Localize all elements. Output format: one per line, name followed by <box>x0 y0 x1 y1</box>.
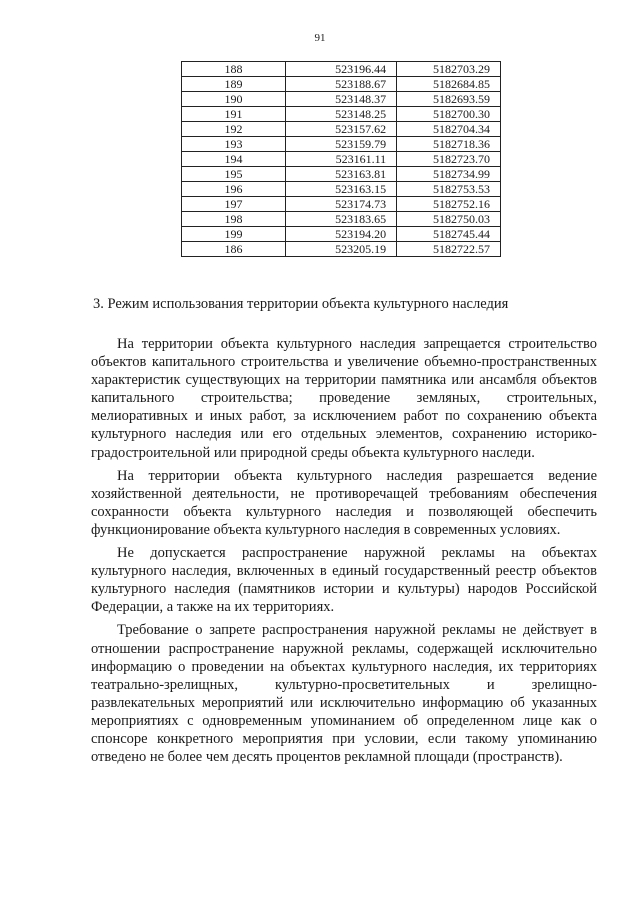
y-coordinate-cell: 5182700.30 <box>397 107 501 122</box>
x-coordinate-cell: 523161.11 <box>286 152 397 167</box>
y-coordinate-cell: 5182753.53 <box>397 182 501 197</box>
table-row <box>182 107 501 122</box>
x-coordinate-cell: 523183.65 <box>286 212 397 227</box>
x-coordinate-cell: 523205.19 <box>286 242 397 257</box>
y-coordinate-cell: 5182693.59 <box>397 92 501 107</box>
y-coordinate-cell: 5182722.57 <box>397 242 501 257</box>
table-row <box>182 92 501 107</box>
point-number-cell: 190 <box>182 92 286 107</box>
table-row <box>182 137 501 152</box>
point-number-cell: 199 <box>182 227 286 242</box>
y-coordinate-cell: 5182718.36 <box>397 137 501 152</box>
table-row <box>182 227 501 242</box>
point-number-cell: 193 <box>182 137 286 152</box>
y-coordinate-cell: 5182684.85 <box>397 77 501 92</box>
point-number-cell: 192 <box>182 122 286 137</box>
table-row <box>182 212 501 227</box>
coordinates-table-body <box>182 62 501 257</box>
point-number-cell: 194 <box>182 152 286 167</box>
x-coordinate-cell: 523148.25 <box>286 107 397 122</box>
x-coordinate-cell: 523163.15 <box>286 182 397 197</box>
point-number-cell: 186 <box>182 242 286 257</box>
x-coordinate-cell: 523194.20 <box>286 227 397 242</box>
page-number: 91 <box>314 32 326 44</box>
x-coordinate-cell: 523174.73 <box>286 197 397 212</box>
section-body <box>91 335 597 766</box>
point-number-cell: 196 <box>182 182 286 197</box>
y-coordinate-cell: 5182704.34 <box>397 122 501 137</box>
x-coordinate-cell: 523163.81 <box>286 167 397 182</box>
table-row <box>182 122 501 137</box>
paragraph-advertising-exception: Требование о запрете распространения наружной рекламы не действует в отношении распространение наружной рекламы, содержащей исключительно информацию о проведении на объектах культурного наследия, их территориях театрально-зрелищных, культурно-просветительных и зрелищно-развлекательных мероприятий или исключительно информацию об указанных мероприятиях с одновременным упоминанием об определенном лице как о спонсоре конкретного мероприятия при условии, если такому упоминанию отведено не более чем десять процентов рекламной площади (пространств). <box>91 622 597 766</box>
x-coordinate-cell: 523188.67 <box>286 77 397 92</box>
x-coordinate-cell: 523157.62 <box>286 122 397 137</box>
paragraph-advertising-ban: Не допускается распространение наружной рекламы на объектах культурного наследия, включенных в единый государственный реестр объектов культурного наследия (памятников истории и культуры) народов Российской Федерации, а также на их территориях. <box>91 545 597 616</box>
x-coordinate-cell: 523148.37 <box>286 92 397 107</box>
table-row <box>182 167 501 182</box>
y-coordinate-cell: 5182745.44 <box>397 227 501 242</box>
paragraph-prohibition: На территории объекта культурного наследия запрещается строительство объектов капитального строительства и увеличение объемно-пространственных характеристик существующих на территории памятника или ансамбля объектов капитального строительства; проведение земляных, строительных, мелиоративных и иных работ, за исключением работ по сохранению объекта культурного наследия или его отдельных элементов, сохранению историко-градостроительной или природной среды объекта культурного наследи. <box>91 336 597 461</box>
x-coordinate-cell: 523196.44 <box>286 62 397 77</box>
table-row <box>182 242 501 257</box>
x-coordinate-cell: 523159.79 <box>286 137 397 152</box>
paragraph-permitted-activity: На территории объекта культурного наследия разрешается ведение хозяйственной деятельности, не противоречащей требованиям обеспечения сохранности объекта культурного наследия и позволяющей обеспечить функционирование объекта культурного наследия в современных условиях. <box>91 467 597 538</box>
y-coordinate-cell: 5182723.70 <box>397 152 501 167</box>
point-number-cell: 189 <box>182 77 286 92</box>
y-coordinate-cell: 5182752.16 <box>397 197 501 212</box>
section-heading: 3. Режим использования территории объекта культурного наследия <box>93 296 509 312</box>
y-coordinate-cell: 5182703.29 <box>397 62 501 77</box>
table-row <box>182 77 501 92</box>
table-row <box>182 182 501 197</box>
point-number-cell: 198 <box>182 212 286 227</box>
table-row <box>182 152 501 167</box>
point-number-cell: 188 <box>182 62 286 77</box>
table-row <box>182 62 501 77</box>
point-number-cell: 197 <box>182 197 286 212</box>
coordinates-table <box>181 61 501 257</box>
y-coordinate-cell: 5182734.99 <box>397 167 501 182</box>
point-number-cell: 191 <box>182 107 286 122</box>
table-row <box>182 197 501 212</box>
point-number-cell: 195 <box>182 167 286 182</box>
y-coordinate-cell: 5182750.03 <box>397 212 501 227</box>
